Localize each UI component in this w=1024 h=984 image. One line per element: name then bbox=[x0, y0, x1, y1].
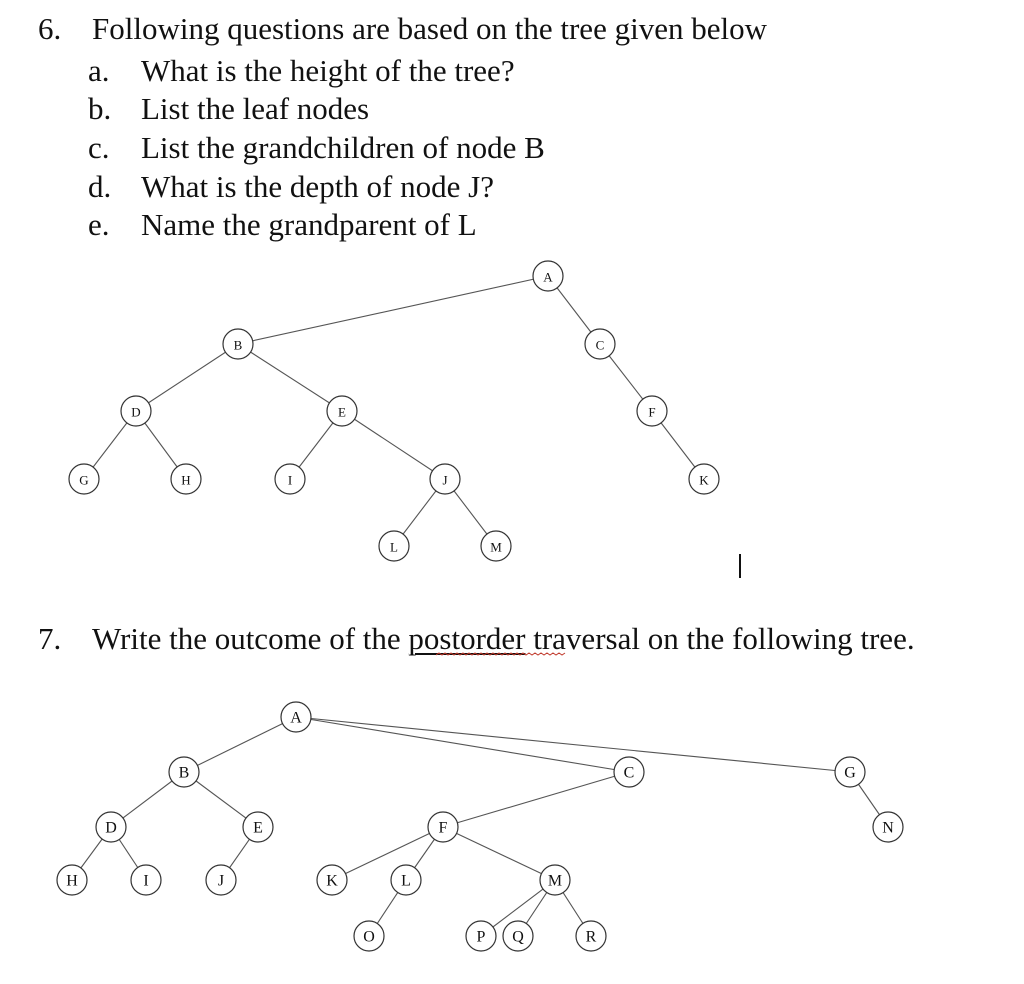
tree2-node-label: A bbox=[290, 709, 302, 727]
tree1-node-label: H bbox=[181, 472, 191, 488]
tree2-edge-a-g bbox=[296, 717, 850, 772]
question-7-number: 7. bbox=[38, 621, 62, 656]
tree2-node-o bbox=[354, 921, 384, 951]
question-6-item-letter: e. bbox=[88, 207, 110, 242]
tree2-node-k bbox=[317, 865, 347, 895]
tree2-node-label: N bbox=[882, 819, 894, 837]
tree2-node-d bbox=[96, 812, 126, 842]
question-6-number: 6. bbox=[38, 11, 62, 46]
tree2-node-label: P bbox=[476, 928, 486, 946]
tree2-node-label: K bbox=[326, 872, 338, 890]
tree2-node-a bbox=[281, 702, 311, 732]
tree2-node-label: I bbox=[143, 872, 149, 890]
tree2-node-m bbox=[540, 865, 570, 895]
tree2-node-e bbox=[243, 812, 273, 842]
tree2-node-label: J bbox=[217, 872, 225, 890]
question-6-item-text: What is the height of the tree? bbox=[141, 53, 515, 88]
tree2-edge-f-k bbox=[332, 827, 443, 880]
tree2-node-label: R bbox=[585, 928, 597, 946]
tree2-node-g bbox=[835, 757, 865, 787]
question-6-item-letter: b. bbox=[88, 91, 112, 126]
tree2-node-label: F bbox=[438, 819, 448, 837]
tree1-node-label: I bbox=[287, 472, 293, 488]
tree1-node-label: A bbox=[543, 269, 553, 285]
question-6-item-text: List the grandchildren of node B bbox=[141, 130, 545, 165]
tree2-node-b bbox=[169, 757, 199, 787]
tree2-node-q bbox=[503, 921, 533, 951]
question-6-item-text: Name the grandparent of L bbox=[141, 207, 477, 242]
tree2-node-label: C bbox=[623, 764, 635, 782]
tree2-node-label: L bbox=[401, 872, 411, 890]
tree2-node-l bbox=[391, 865, 421, 895]
tree2-edge-f-m bbox=[443, 827, 555, 880]
question-6-item-text: What is the depth of node J? bbox=[141, 169, 494, 204]
tree2-node-i bbox=[131, 865, 161, 895]
postorder-word: postorder bbox=[408, 621, 526, 656]
question-6-text: Following questions are based on the tree given below bbox=[92, 11, 767, 46]
tree2-node-j bbox=[206, 865, 236, 895]
tree2-node-label: D bbox=[105, 819, 117, 837]
question-7-text-after: traversal on the following tree. bbox=[525, 621, 915, 656]
tree1-node-label: L bbox=[390, 539, 398, 555]
tree2-node-h bbox=[57, 865, 87, 895]
tree2-edge-a-c bbox=[296, 717, 629, 772]
question-6-item-text: List the leaf nodes bbox=[141, 91, 370, 126]
tree1-node-label: D bbox=[131, 404, 141, 420]
tree2-node-label: E bbox=[253, 819, 263, 837]
tree2-edge-c-f bbox=[443, 772, 629, 827]
tree1-node-label: K bbox=[699, 472, 709, 488]
tree2-node-c bbox=[614, 757, 644, 787]
tree2-node-n bbox=[873, 812, 903, 842]
tree2-node-label: B bbox=[178, 764, 190, 782]
tree2-node-label: H bbox=[66, 872, 78, 890]
question-7-text-before: Write the outcome of the bbox=[92, 621, 409, 656]
tree1-node-label: B bbox=[233, 337, 243, 353]
tree1-node-label: F bbox=[648, 404, 656, 420]
question-6-item-letter: a. bbox=[88, 53, 110, 88]
tree2-edge-a-b bbox=[184, 717, 296, 772]
tree2-node-label: G bbox=[844, 764, 856, 782]
tree2-node-label: O bbox=[363, 928, 375, 946]
tree2-node-p bbox=[466, 921, 496, 951]
question-6-item-letter: d. bbox=[88, 169, 112, 204]
question-6-item-letter: c. bbox=[88, 130, 110, 165]
tree1-node-label: J bbox=[442, 472, 448, 488]
tree2-node-r bbox=[576, 921, 606, 951]
tree1-node-label: E bbox=[338, 404, 346, 420]
tree1-node-label: G bbox=[79, 472, 89, 488]
tree2-node-f bbox=[428, 812, 458, 842]
tree1-node-label: M bbox=[490, 539, 502, 555]
tree1-node-label: C bbox=[595, 337, 605, 353]
tree2-node-label: Q bbox=[512, 928, 524, 946]
tree2-node-label: M bbox=[547, 872, 563, 890]
